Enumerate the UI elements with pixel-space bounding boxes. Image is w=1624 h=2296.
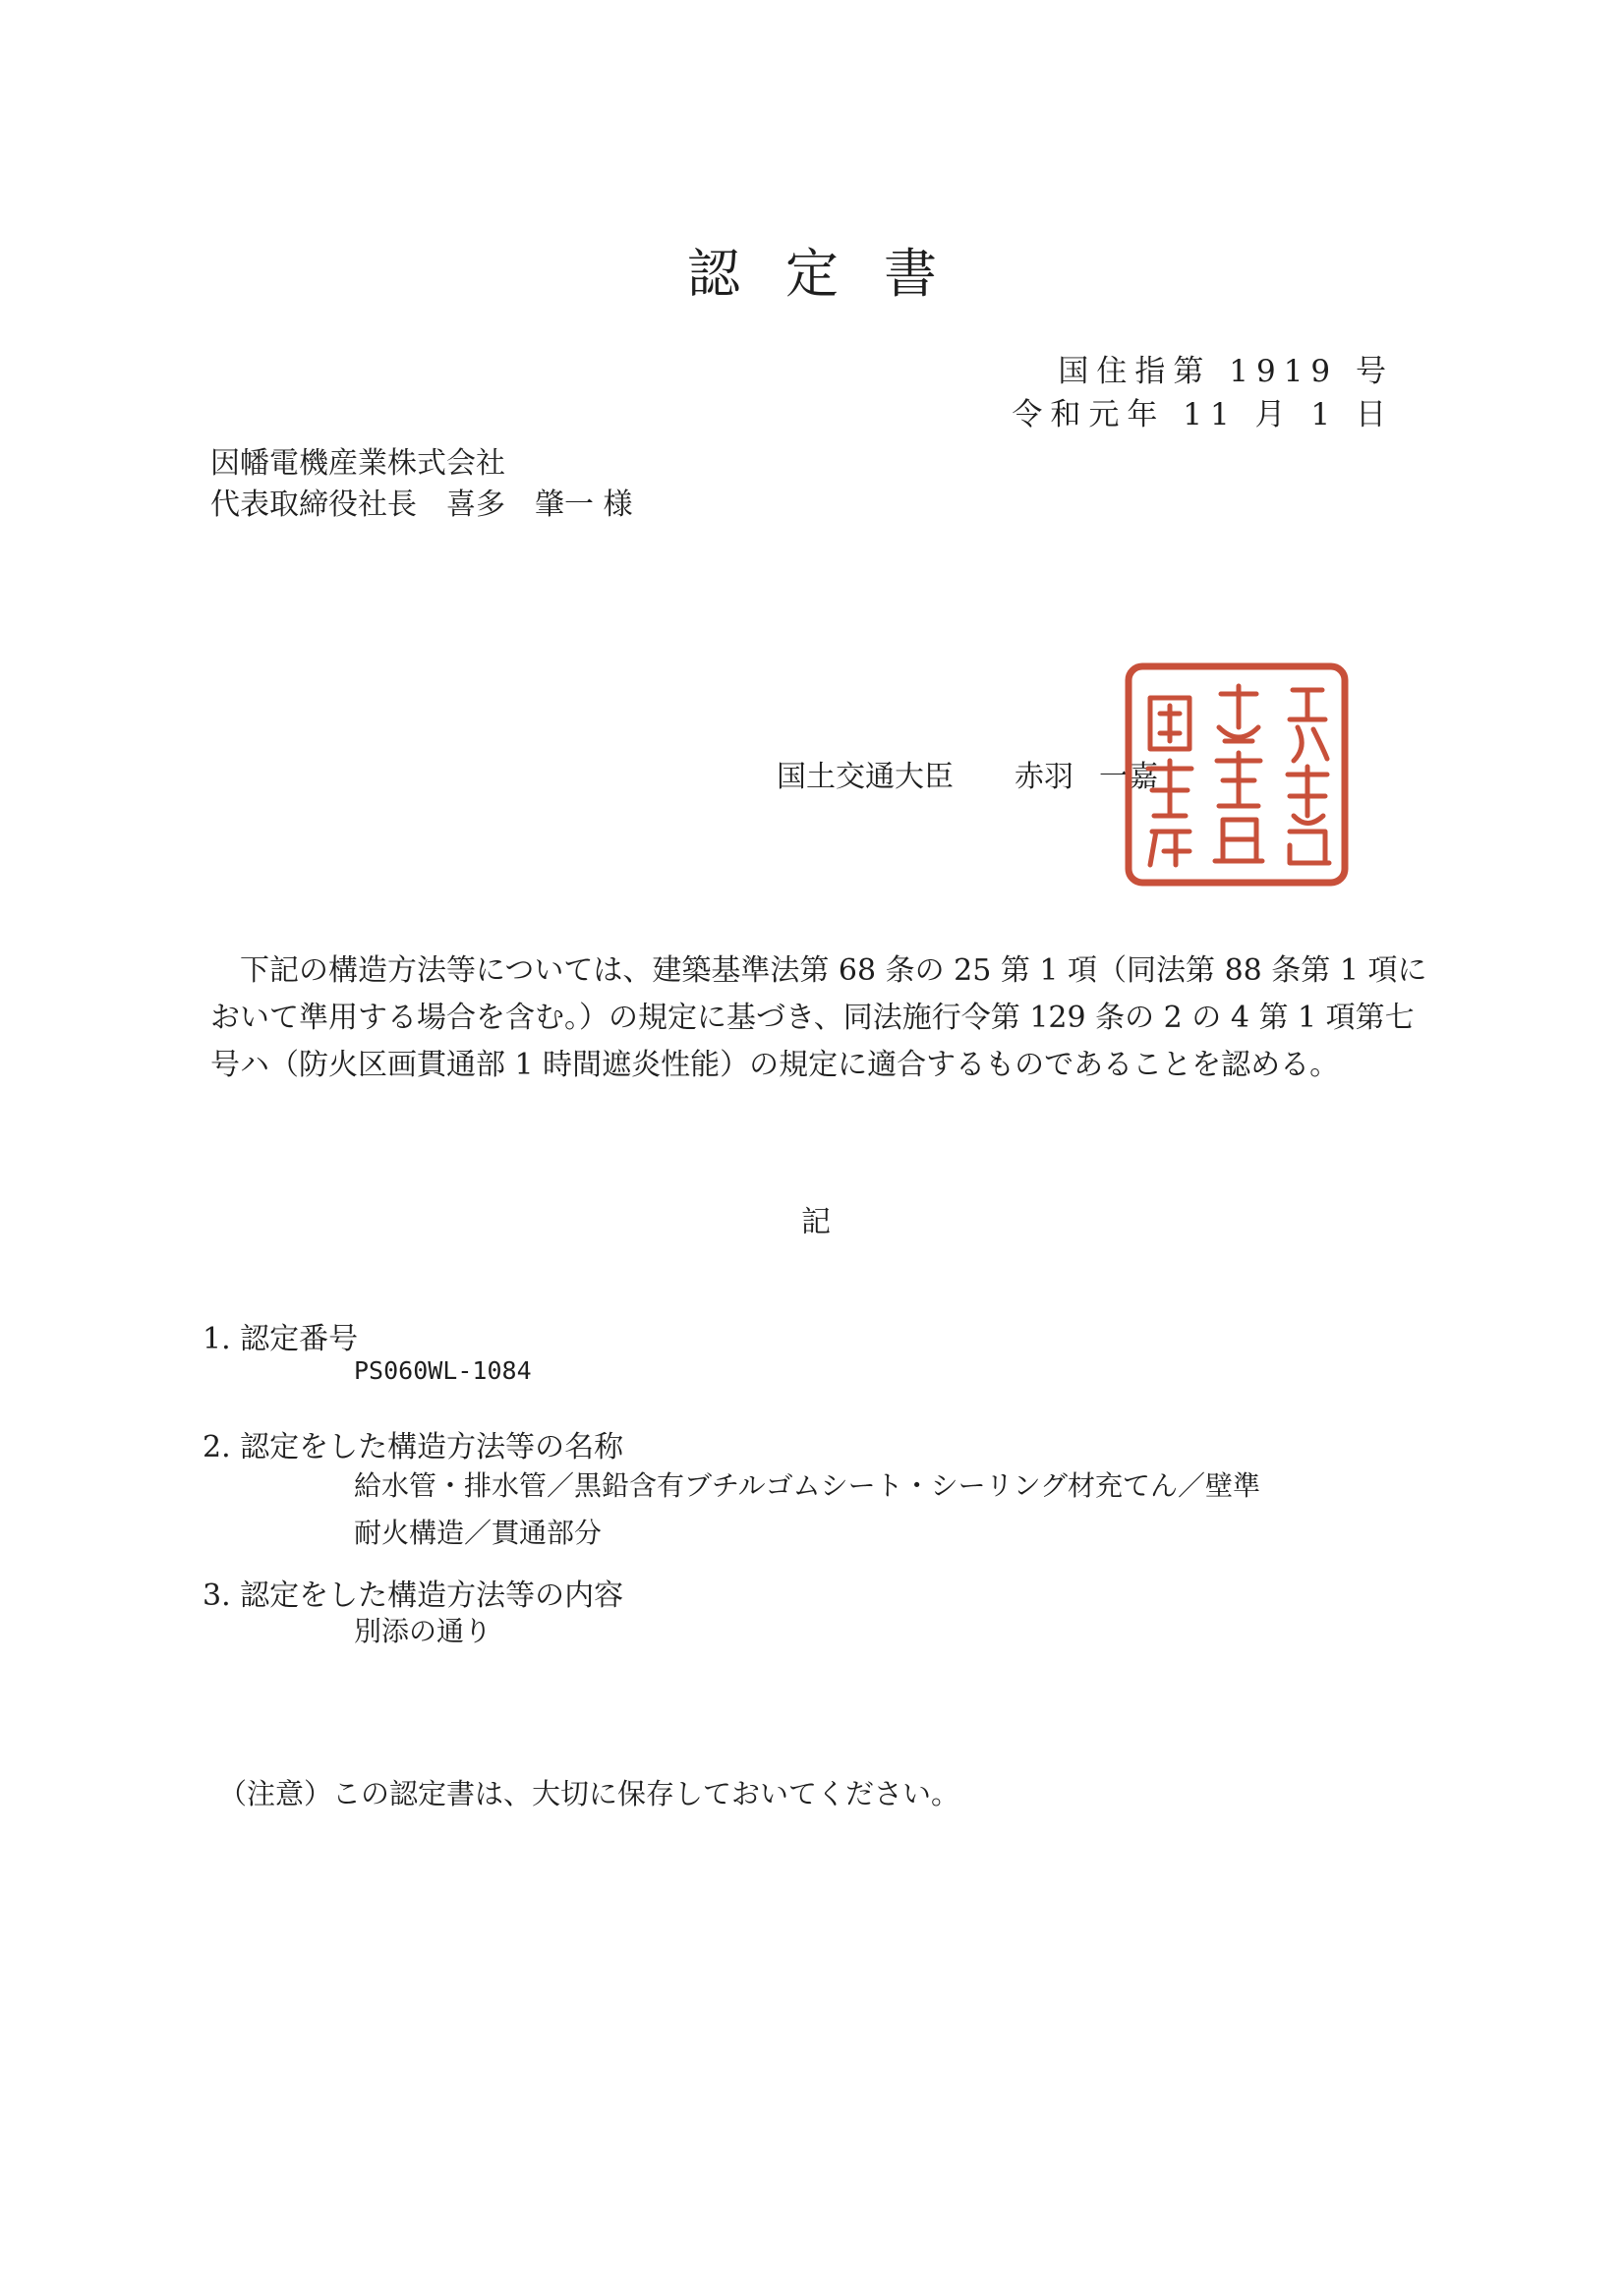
addressee-company: 因幡電機産業株式会社 — [210, 446, 505, 481]
issuer-given-name: 一嘉 — [1099, 760, 1158, 794]
issuer-family-name: 赤羽 — [1015, 760, 1073, 794]
statement-line-2: おいて準用する場合を含む。）の規定に基づき、同法施行令第 129 条の 2 の 4 第 1 項第七 — [210, 1001, 1415, 1035]
certification-statement — [210, 947, 1427, 1089]
item-3-value: 別添の通り — [354, 1615, 493, 1647]
issue-date: 令和元年 11 月 1 日 — [1012, 397, 1394, 432]
caution-note: （注意）この認定書は、大切に保存しておいてください。 — [218, 1777, 960, 1810]
item-2-value — [354, 1463, 1376, 1557]
item-2-value-line-2: 耐火構造／貫通部分 — [354, 1517, 603, 1549]
item-2-value-line-1: 給水管・排水管／黒鉛含有ブチルゴムシート・シーリング材充てん／壁準 — [354, 1469, 1261, 1502]
official-seal-icon — [1121, 659, 1353, 890]
document-title: 認定書 — [687, 243, 982, 305]
reference-number: 国住指第 1919 号 — [1058, 354, 1394, 389]
item-2-label: 2. 認定をした構造方法等の名称 — [203, 1430, 624, 1464]
ki-heading: 記 — [801, 1205, 831, 1239]
item-1-value: PS060WL-1084 — [354, 1356, 532, 1385]
issuer-title: 国土交通大臣 — [777, 760, 954, 794]
statement-line-1: 下記の構造方法等については、建築基準法第 68 条の 25 第 1 項（同法第 88 条第 1 項に — [240, 953, 1427, 988]
issuer-line — [777, 752, 1158, 795]
addressee-representative: 代表取締役社長 喜多 肇一 様 — [210, 488, 633, 522]
item-3-label: 3. 認定をした構造方法等の内容 — [203, 1578, 624, 1613]
item-1-label: 1. 認定番号 — [203, 1322, 359, 1356]
statement-line-3: 号ハ（防火区画貫通部 1 時間遮炎性能）の規定に適合するものであることを認める。 — [210, 1048, 1340, 1082]
